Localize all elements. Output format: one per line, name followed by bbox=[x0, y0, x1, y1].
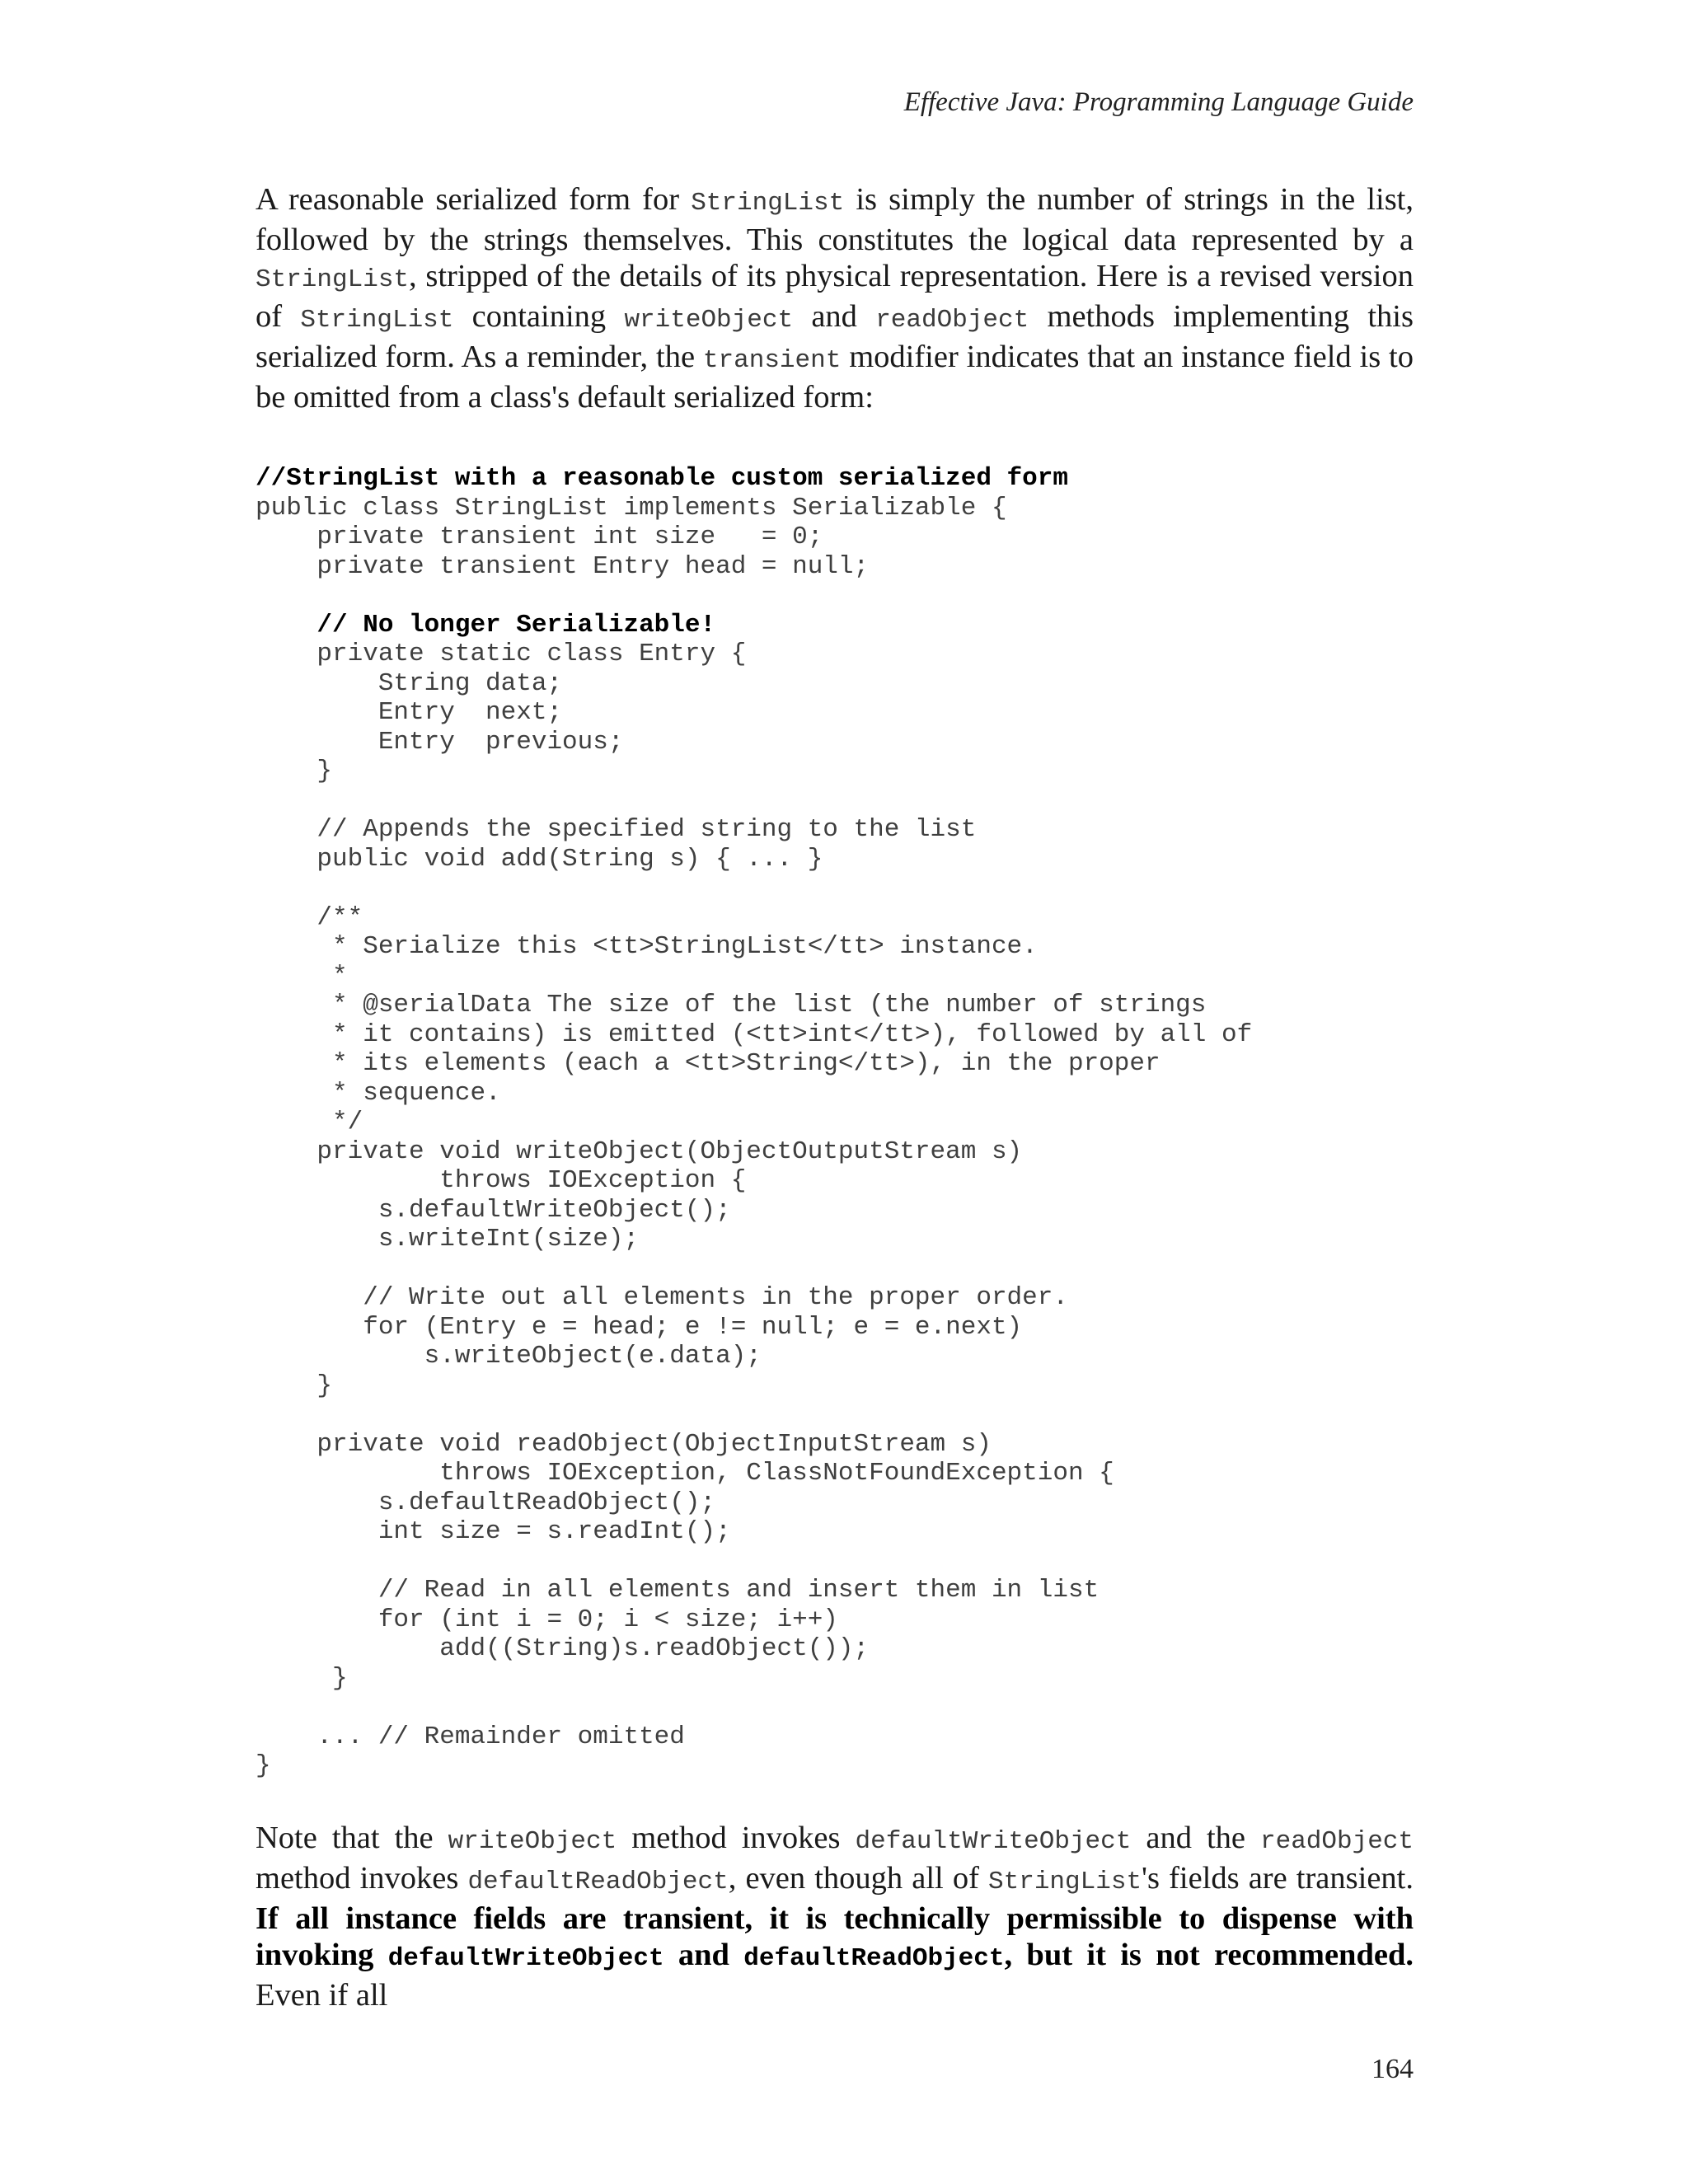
note-text: method invokes bbox=[256, 1861, 468, 1896]
code-line: private void readObject(ObjectInputStream s) bbox=[256, 1429, 992, 1459]
code-line bbox=[256, 874, 1252, 903]
intro-text: is simply the number of strings in the list, followed by the strings themselves. This constitutes the logical data represented by a bbox=[256, 182, 1414, 257]
note-text: Even if all bbox=[256, 1978, 388, 2013]
inline-code: transient bbox=[702, 346, 842, 375]
inline-code: StringList bbox=[988, 1868, 1142, 1896]
inline-code: readObject bbox=[1259, 1827, 1414, 1856]
code-line: String data; bbox=[256, 668, 563, 698]
code-line: // Read in all elements and insert them in list bbox=[256, 1576, 1100, 1605]
code-line: * @serialData The size of the list (the number of strings bbox=[256, 991, 1207, 1019]
code-line: } bbox=[256, 1751, 271, 1780]
intro-paragraph bbox=[256, 181, 1414, 415]
page-number: 164 bbox=[1372, 2054, 1414, 2084]
code-line: } bbox=[256, 1663, 348, 1693]
intro-text: modifier indicates that an instance field is to be omitted from a class's default serialized form: bbox=[256, 340, 1414, 415]
code-comment-bold: //StringList with a reasonable custom serialized form bbox=[256, 464, 1068, 493]
code-line: * Serialize this <tt>StringList</tt> instance. bbox=[256, 932, 1038, 961]
code-line bbox=[256, 1547, 1252, 1577]
intro-text: containing bbox=[453, 299, 625, 334]
note-paragraph bbox=[256, 1820, 1414, 2013]
code-line: public void add(String s) { ... } bbox=[256, 844, 823, 874]
code-line: // Appends the specified string to the list bbox=[256, 815, 977, 844]
inline-code: defaultReadObject bbox=[743, 1944, 1005, 1973]
code-line: throws IOException { bbox=[256, 1166, 747, 1195]
inline-code: StringList bbox=[300, 306, 454, 335]
note-text: , even though all of bbox=[728, 1861, 989, 1896]
code-line: s.defaultReadObject(); bbox=[256, 1488, 716, 1517]
code-line: /** bbox=[256, 902, 363, 932]
bold-statement bbox=[256, 1901, 1414, 1972]
code-line bbox=[256, 1693, 1252, 1722]
note-text: 's fields are transient. bbox=[1142, 1861, 1414, 1896]
code-line: } bbox=[256, 1371, 333, 1400]
code-line: ... // Remainder omitted bbox=[256, 1722, 685, 1751]
code-line: } bbox=[256, 757, 333, 785]
code-listing bbox=[256, 464, 1252, 1781]
inline-code: defaultReadObject bbox=[467, 1868, 729, 1896]
inline-code: writeObject bbox=[624, 306, 794, 335]
inline-code: readObject bbox=[875, 306, 1029, 335]
code-line: throws IOException, ClassNotFoundException { bbox=[256, 1459, 1114, 1488]
code-line bbox=[256, 786, 1252, 816]
code-line: * its elements (each a <tt>String</tt>), in the proper bbox=[256, 1049, 1160, 1078]
intro-text: A reasonable serialized form for bbox=[256, 182, 692, 217]
code-line: for (Entry e = head; e != null; e = e.next) bbox=[256, 1312, 1023, 1342]
inline-code: writeObject bbox=[448, 1827, 617, 1856]
code-line: int size = s.readInt(); bbox=[256, 1517, 731, 1546]
inline-code: defaultWriteObject bbox=[855, 1827, 1132, 1856]
code-line: s.writeObject(e.data); bbox=[256, 1342, 762, 1371]
code-line bbox=[256, 1254, 1252, 1284]
code-line: public class StringList implements Serializable { bbox=[256, 493, 1007, 523]
intro-text: methods implementing this serialized form. As a reminder, the bbox=[256, 299, 1414, 374]
intro-text: , stripped of the details of its physical representation. Here is a revised version of bbox=[256, 259, 1414, 334]
code-line: Entry previous; bbox=[256, 727, 624, 757]
inline-code: defaultWriteObject bbox=[387, 1944, 664, 1973]
code-line: */ bbox=[256, 1108, 363, 1137]
inline-code: StringList bbox=[256, 265, 410, 294]
running-header: Effective Java: Programming Language Guide bbox=[903, 87, 1414, 117]
note-text: Note that the bbox=[256, 1821, 448, 1855]
inline-code: StringList bbox=[691, 189, 845, 218]
code-line: s.writeInt(size); bbox=[256, 1225, 640, 1254]
code-line: // Write out all elements in the proper order. bbox=[256, 1283, 1068, 1312]
code-line: private transient Entry head = null; bbox=[256, 551, 870, 581]
code-line: s.defaultWriteObject(); bbox=[256, 1195, 731, 1225]
code-line: private void writeObject(ObjectOutputStream s) bbox=[256, 1137, 1023, 1166]
code-line bbox=[256, 1400, 1252, 1430]
intro-text: and bbox=[793, 299, 876, 334]
code-line: private static class Entry { bbox=[256, 640, 747, 668]
code-line: for (int i = 0; i < size; i++) bbox=[256, 1605, 838, 1634]
code-line bbox=[256, 581, 1252, 611]
code-line: add((String)s.readObject()); bbox=[256, 1634, 870, 1663]
code-comment-bold: // No longer Serializable! bbox=[256, 610, 716, 640]
bold-text: If all instance fields are transient, it is technically permissible to dispense with invoking bbox=[256, 1901, 1414, 1972]
code-line: * bbox=[256, 961, 348, 991]
note-text: method invokes bbox=[617, 1821, 856, 1855]
code-line: Entry next; bbox=[256, 698, 563, 727]
bold-text: , but it is not recommended. bbox=[1004, 1938, 1414, 1972]
code-line: private transient int size = 0; bbox=[256, 523, 823, 551]
note-text: and the bbox=[1131, 1821, 1260, 1855]
code-line: * sequence. bbox=[256, 1078, 501, 1108]
code-line: * it contains) is emitted (<tt>int</tt>), followed by all of bbox=[256, 1019, 1253, 1049]
bold-text: and bbox=[663, 1938, 744, 1972]
